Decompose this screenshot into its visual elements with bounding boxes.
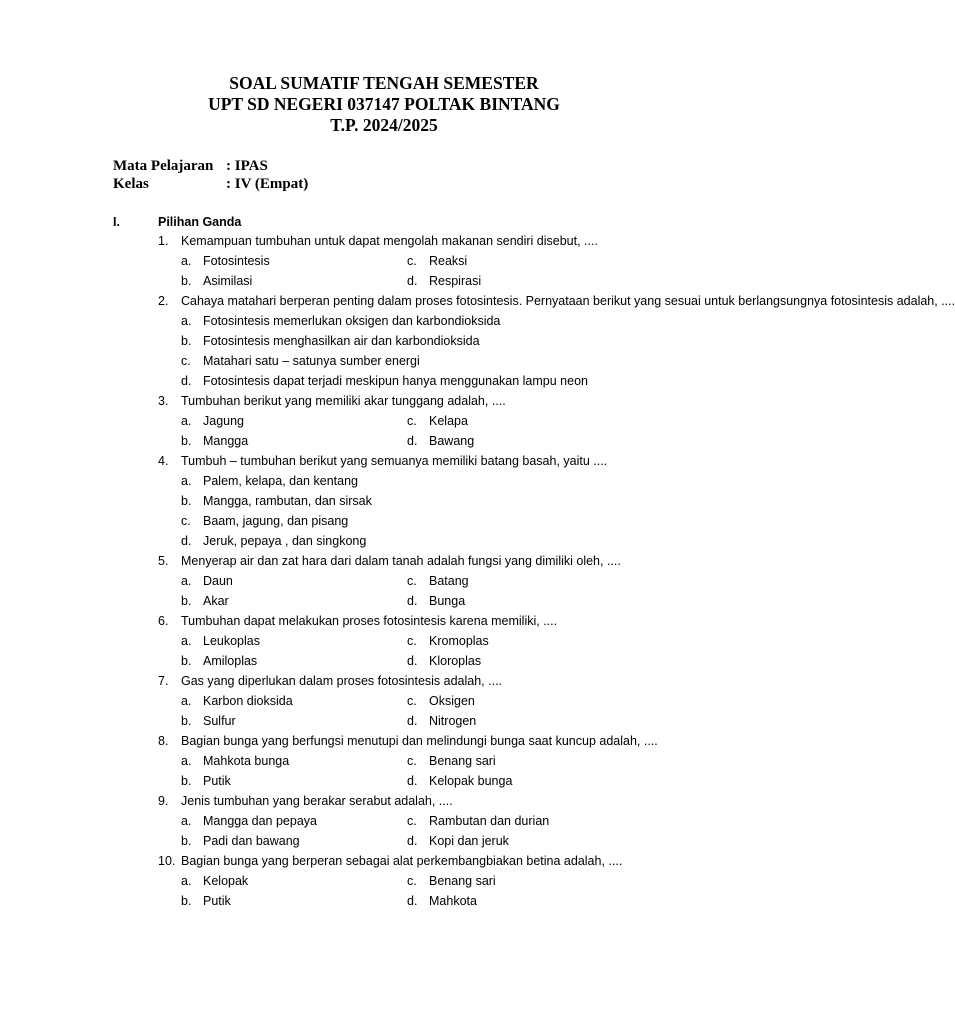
option-c xyxy=(407,251,467,271)
class-row xyxy=(113,175,308,193)
option-letter: d. xyxy=(407,714,418,728)
option-letter: b. xyxy=(181,774,192,788)
option-letter: d. xyxy=(407,894,418,908)
question-8 xyxy=(113,731,673,751)
option-letter: b. xyxy=(181,594,192,608)
option-c xyxy=(181,351,420,371)
option-a xyxy=(181,411,407,431)
multiple-choice-section xyxy=(113,213,955,911)
option-text: Amiloplas xyxy=(203,654,258,668)
option-a xyxy=(181,691,407,711)
option-d xyxy=(407,831,509,851)
option-letter: a. xyxy=(181,414,192,428)
option-row xyxy=(113,351,673,371)
option-letter: a. xyxy=(181,694,192,708)
option-letter: b. xyxy=(181,894,192,908)
option-text: Putik xyxy=(203,774,231,788)
option-b xyxy=(181,591,407,611)
option-letter: b. xyxy=(181,654,192,668)
title-line-3: T.P. 2024/2025 xyxy=(330,115,438,135)
option-c xyxy=(407,871,496,891)
option-letter: a. xyxy=(181,754,192,768)
option-row xyxy=(113,591,673,611)
question-number: 7. xyxy=(158,674,169,688)
option-a xyxy=(181,811,407,831)
option-text: Rambutan dan durian xyxy=(429,814,550,828)
option-text: Fotosintesis xyxy=(203,254,270,268)
option-letter: c. xyxy=(407,874,417,888)
option-letter: b. xyxy=(181,274,192,288)
option-letter: c. xyxy=(407,254,417,268)
option-text: Daun xyxy=(203,574,233,588)
option-row xyxy=(113,431,673,451)
option-d xyxy=(407,891,477,911)
option-d xyxy=(181,531,366,551)
option-letter: c. xyxy=(407,574,417,588)
question-text: Tumbuh – tumbuhan berikut yang semuanya memiliki batang basah, yaitu .... xyxy=(181,454,608,468)
option-d xyxy=(407,591,465,611)
question-text: Jenis tumbuhan yang berakar serabut adalah, .... xyxy=(181,794,453,808)
option-c xyxy=(407,811,549,831)
question-6 xyxy=(113,611,673,631)
option-a xyxy=(181,571,407,591)
question-2 xyxy=(113,291,955,311)
option-letter: d. xyxy=(407,594,418,608)
question-text: Kemampuan tumbuhan untuk dapat mengolah makanan sendiri disebut, .... xyxy=(181,234,598,248)
question-text: Bagian bunga yang berfungsi menutupi dan melindungi bunga saat kuncup adalah, .... xyxy=(181,734,658,748)
subject-row xyxy=(113,157,308,175)
option-letter: a. xyxy=(181,314,192,328)
option-letter: d. xyxy=(407,274,418,288)
question-3 xyxy=(113,391,673,411)
option-letter: a. xyxy=(181,874,192,888)
option-letter: b. xyxy=(181,494,192,508)
question-number: 2. xyxy=(158,294,169,308)
exam-meta xyxy=(113,157,308,193)
option-text: Benang sari xyxy=(429,754,496,768)
option-text: Karbon dioksida xyxy=(203,694,293,708)
option-row xyxy=(113,491,673,511)
option-b xyxy=(181,831,407,851)
option-text: Putik xyxy=(203,894,231,908)
option-d xyxy=(181,371,588,391)
option-c xyxy=(407,691,475,711)
option-letter: b. xyxy=(181,834,192,848)
option-c xyxy=(181,511,348,531)
class-label: Kelas xyxy=(113,176,149,192)
option-letter: a. xyxy=(181,814,192,828)
question-5 xyxy=(113,551,673,571)
section-heading xyxy=(113,213,673,231)
option-text: Bunga xyxy=(429,594,466,608)
question-text: Tumbuhan berikut yang memiliki akar tunggang adalah, .... xyxy=(181,394,506,408)
option-letter: d. xyxy=(181,534,192,548)
option-letter: a. xyxy=(181,634,192,648)
option-text: Leukoplas xyxy=(203,634,260,648)
option-text: Oksigen xyxy=(429,694,475,708)
option-d xyxy=(407,271,481,291)
option-c xyxy=(407,631,489,651)
option-b xyxy=(181,711,407,731)
option-row xyxy=(113,811,673,831)
option-a xyxy=(181,751,407,771)
title-line-1: SOAL SUMATIF TENGAH SEMESTER xyxy=(229,73,539,93)
option-text: Fotosintesis dapat terjadi meskipun hanya menggunakan lampu neon xyxy=(203,374,588,388)
option-text: Mangga, rambutan, dan sirsak xyxy=(203,494,372,508)
option-text: Mangga dan pepaya xyxy=(203,814,317,828)
option-text: Jeruk, pepaya , dan singkong xyxy=(203,534,367,548)
option-row xyxy=(113,831,673,851)
section-number: I. xyxy=(113,215,120,229)
subject-label: Mata Pelajaran xyxy=(113,158,214,174)
option-d xyxy=(407,431,474,451)
option-text: Reaksi xyxy=(429,254,468,268)
option-letter: c. xyxy=(181,354,191,368)
option-letter: d. xyxy=(181,374,192,388)
option-letter: a. xyxy=(181,574,192,588)
option-b xyxy=(181,491,372,511)
question-number: 10. xyxy=(158,854,176,868)
option-c xyxy=(407,571,469,591)
option-row xyxy=(113,571,673,591)
option-row xyxy=(113,771,673,791)
option-letter: b. xyxy=(181,434,192,448)
option-a xyxy=(181,631,407,651)
option-letter: c. xyxy=(181,514,191,528)
option-row xyxy=(113,311,673,331)
option-text: Fotosintesis memerlukan oksigen dan karbondioksida xyxy=(203,314,501,328)
option-text: Bawang xyxy=(429,434,475,448)
option-text: Benang sari xyxy=(429,874,496,888)
option-a xyxy=(181,871,407,891)
option-d xyxy=(407,651,481,671)
option-row xyxy=(113,751,673,771)
option-row xyxy=(113,511,673,531)
option-text: Asimilasi xyxy=(203,274,253,288)
option-b xyxy=(181,431,407,451)
option-text: Kelopak xyxy=(203,874,249,888)
option-row xyxy=(113,471,673,491)
option-row xyxy=(113,891,673,911)
option-text: Kelapa xyxy=(429,414,468,428)
option-row xyxy=(113,271,673,291)
option-c xyxy=(407,411,468,431)
option-b xyxy=(181,651,407,671)
question-number: 9. xyxy=(158,794,169,808)
option-row xyxy=(113,871,673,891)
option-row xyxy=(113,631,673,651)
option-letter: c. xyxy=(407,694,417,708)
question-text: Bagian bunga yang berperan sebagai alat perkembangbiakan betina adalah, .... xyxy=(181,854,623,868)
option-text: Fotosintesis menghasilkan air dan karbondioksida xyxy=(203,334,480,348)
option-text: Palem, kelapa, dan kentang xyxy=(203,474,358,488)
question-number: 8. xyxy=(158,734,169,748)
option-d xyxy=(407,771,512,791)
option-b xyxy=(181,331,480,351)
option-letter: a. xyxy=(181,474,192,488)
option-text: Matahari satu – satunya sumber energi xyxy=(203,354,420,368)
question-text: Menyerap air dan zat hara dari dalam tanah adalah fungsi yang dimiliki oleh, .... xyxy=(181,554,621,568)
question-text: Gas yang diperlukan dalam proses fotosintesis adalah, .... xyxy=(181,674,503,688)
option-c xyxy=(407,751,496,771)
question-4 xyxy=(113,451,673,471)
option-letter: d. xyxy=(407,434,418,448)
question-text: Cahaya matahari berperan penting dalam proses fotosintesis. Pernyataan berikut yang sesuai untuk berlangsungnya fotosintesis adalah, .... xyxy=(181,294,955,308)
option-a xyxy=(181,311,500,331)
option-letter: b. xyxy=(181,714,192,728)
option-text: Kloroplas xyxy=(429,654,482,668)
option-row xyxy=(113,411,673,431)
option-row xyxy=(113,691,673,711)
option-text: Kromoplas xyxy=(429,634,489,648)
option-row xyxy=(113,651,673,671)
question-10 xyxy=(113,851,673,871)
document-title xyxy=(0,73,768,136)
question-number: 3. xyxy=(158,394,169,408)
question-7 xyxy=(113,671,673,691)
option-row xyxy=(113,531,673,551)
option-text: Akar xyxy=(203,594,229,608)
question-9 xyxy=(113,791,673,811)
option-text: Baam, jagung, dan pisang xyxy=(203,514,349,528)
option-a xyxy=(181,251,407,271)
option-text: Sulfur xyxy=(203,714,236,728)
option-b xyxy=(181,271,407,291)
option-row xyxy=(113,331,673,351)
class-value: : IV (Empat) xyxy=(226,176,309,192)
question-1 xyxy=(113,231,673,251)
option-b xyxy=(181,891,407,911)
option-text: Respirasi xyxy=(429,274,482,288)
title-line-2: UPT SD NEGERI 037147 POLTAK BINTANG xyxy=(208,94,560,114)
option-text: Jagung xyxy=(203,414,245,428)
option-letter: a. xyxy=(181,254,192,268)
question-number: 4. xyxy=(158,454,169,468)
section-title: Pilihan Ganda xyxy=(158,215,242,229)
option-row xyxy=(113,251,673,271)
option-text: Nitrogen xyxy=(429,714,477,728)
option-letter: b. xyxy=(181,334,192,348)
option-text: Kopi dan jeruk xyxy=(429,834,509,848)
option-letter: c. xyxy=(407,634,417,648)
option-text: Padi dan bawang xyxy=(203,834,300,848)
question-text: Tumbuhan dapat melakukan proses fotosintesis karena memiliki, .... xyxy=(181,614,558,628)
option-text: Mahkota bunga xyxy=(203,754,290,768)
question-number: 5. xyxy=(158,554,169,568)
option-letter: d. xyxy=(407,834,418,848)
option-letter: c. xyxy=(407,754,417,768)
question-number: 6. xyxy=(158,614,169,628)
subject-value: : IPAS xyxy=(226,158,268,174)
option-text: Batang xyxy=(429,574,469,588)
option-row xyxy=(113,711,673,731)
option-row xyxy=(113,371,673,391)
option-letter: c. xyxy=(407,414,417,428)
option-letter: d. xyxy=(407,654,418,668)
option-text: Mahkota xyxy=(429,894,477,908)
option-text: Kelopak bunga xyxy=(429,774,513,788)
option-letter: d. xyxy=(407,774,418,788)
option-text: Mangga xyxy=(203,434,249,448)
option-letter: c. xyxy=(407,814,417,828)
option-a xyxy=(181,471,358,491)
option-b xyxy=(181,771,407,791)
option-d xyxy=(407,711,476,731)
question-number: 1. xyxy=(158,234,169,248)
